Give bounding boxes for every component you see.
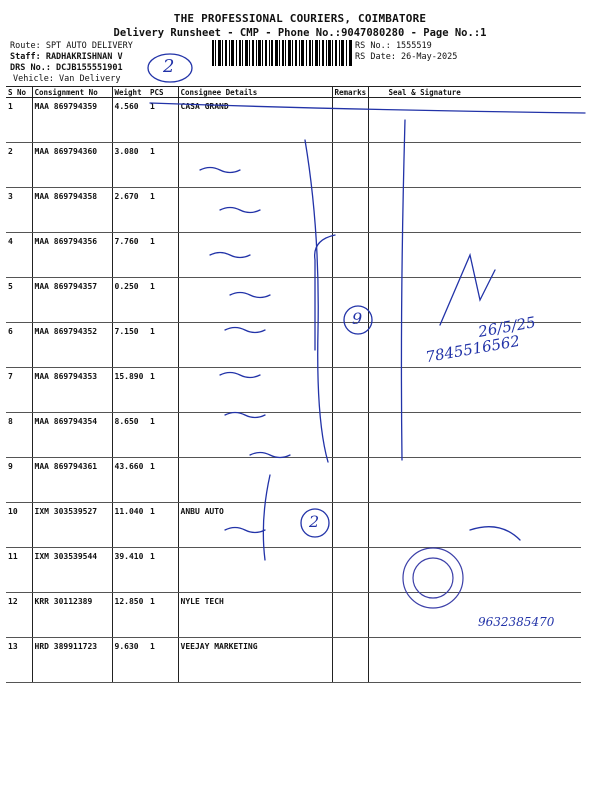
row-pcs: 1 bbox=[148, 593, 178, 638]
row-pcs: 1 bbox=[148, 188, 178, 233]
row-weight: 7.760 bbox=[112, 233, 148, 278]
row-weight: 15.890 bbox=[112, 368, 148, 413]
row-consignment: MAA 869794353 bbox=[32, 368, 112, 413]
row-sno: 12 bbox=[6, 593, 32, 638]
bracket-stroke bbox=[305, 140, 328, 462]
col-pcs: PCS bbox=[148, 87, 178, 98]
row-sno: 4 bbox=[6, 233, 32, 278]
row-sno: 13 bbox=[6, 638, 32, 683]
row-pcs: 1 bbox=[148, 98, 178, 143]
row-sno: 10 bbox=[6, 503, 32, 548]
row-consignment: MAA 869794358 bbox=[32, 188, 112, 233]
row-consignment: MAA 869794359 bbox=[32, 98, 112, 143]
circled-number-low: 2 bbox=[309, 512, 320, 531]
row-consignee: VEEJAY MARKETING bbox=[178, 638, 332, 683]
route-field: Route: SPT AUTO DELIVERY bbox=[10, 41, 133, 51]
bracket-stroke-low bbox=[263, 475, 270, 560]
row-consignment: MAA 869794352 bbox=[32, 323, 112, 368]
document-title: THE PROFESSIONAL COURIERS, COIMBATORE bbox=[173, 12, 427, 25]
row-consignee: ANBU AUTO bbox=[178, 503, 332, 548]
signature-stroke bbox=[440, 255, 495, 325]
col-remarks: Remarks bbox=[332, 87, 368, 98]
row-weight: 9.630 bbox=[112, 638, 148, 683]
row-sno: 9 bbox=[6, 458, 32, 503]
col-consignee: Consignee Details bbox=[178, 87, 332, 98]
col-sno: S No bbox=[6, 87, 32, 98]
row-consignment: MAA 869794356 bbox=[32, 233, 112, 278]
drs-field: DRS No.: DCJB155551901 bbox=[10, 63, 123, 73]
row-pcs: 1 bbox=[148, 503, 178, 548]
row-sno: 1 bbox=[6, 98, 32, 143]
row-sno: 3 bbox=[6, 188, 32, 233]
row-sno: 6 bbox=[6, 323, 32, 368]
row-pcs: 1 bbox=[148, 413, 178, 458]
row-weight: 0.250 bbox=[112, 278, 148, 323]
row-consignee: CASA GRAND bbox=[178, 98, 332, 143]
circled-number-top: 2 bbox=[163, 56, 175, 77]
staff-field: Staff: RADHAKRISHNAN V bbox=[10, 52, 123, 62]
row-pcs: 1 bbox=[148, 458, 178, 503]
row-weight: 7.150 bbox=[112, 323, 148, 368]
row-consignment: MAA 869794354 bbox=[32, 413, 112, 458]
row-consignment: IXM 303539544 bbox=[32, 548, 112, 593]
row-pcs: 1 bbox=[148, 323, 178, 368]
row-pcs: 1 bbox=[148, 368, 178, 413]
row-weight: 3.080 bbox=[112, 143, 148, 188]
row-consignment: MAA 869794357 bbox=[32, 278, 112, 323]
col-consignment: Consignment No bbox=[32, 87, 112, 98]
row-sno: 7 bbox=[6, 368, 32, 413]
row-sno: 5 bbox=[6, 278, 32, 323]
row-sno: 8 bbox=[6, 413, 32, 458]
row-consignment: IXM 303539527 bbox=[32, 503, 112, 548]
row-pcs: 1 bbox=[148, 638, 178, 683]
row-consignment: MAA 869794361 bbox=[32, 458, 112, 503]
signature-stroke-2 bbox=[470, 527, 520, 540]
row-weight: 11.040 bbox=[112, 503, 148, 548]
row-consignment: KRR 30112389 bbox=[32, 593, 112, 638]
rs-date: RS Date: 26-May-2025 bbox=[355, 52, 458, 62]
row-consignment: HRD 389911723 bbox=[32, 638, 112, 683]
handwritten-date: 26/5/25 bbox=[476, 313, 537, 341]
col-weight: Weight bbox=[112, 87, 148, 98]
vehicle-field: Vehicle: Van Delivery bbox=[13, 74, 121, 84]
row-weight: 8.650 bbox=[112, 413, 148, 458]
stamp-seal bbox=[403, 548, 463, 608]
row-pcs: 1 bbox=[148, 143, 178, 188]
row-sno: 11 bbox=[6, 548, 32, 593]
row-weight: 12.850 bbox=[112, 593, 148, 638]
row-weight: 39.410 bbox=[112, 548, 148, 593]
ink-stroke-row1 bbox=[150, 103, 585, 113]
row-pcs: 1 bbox=[148, 278, 178, 323]
circled-number-mid: 9 bbox=[352, 309, 363, 328]
row-consignee: NYLE TECH bbox=[178, 593, 332, 638]
row-weight: 2.670 bbox=[112, 188, 148, 233]
row-pcs: 1 bbox=[148, 548, 178, 593]
ink-stroke-vertical bbox=[401, 120, 405, 460]
col-seal: Seal & Signature bbox=[368, 87, 581, 98]
handwritten-phone-1: 7845516562 bbox=[424, 331, 522, 367]
row-sno: 2 bbox=[6, 143, 32, 188]
handwritten-phone-2: 9632385470 bbox=[478, 615, 555, 629]
row-pcs: 1 bbox=[148, 233, 178, 278]
rs-number: RS No.: 1555519 bbox=[355, 41, 432, 51]
row-weight: 4.560 bbox=[112, 98, 148, 143]
document-subtitle: Delivery Runsheet - CMP - Phone No.:9047080280 - Page No.:1 bbox=[113, 27, 487, 39]
row-weight: 43.660 bbox=[112, 458, 148, 503]
row-consignment: MAA 869794360 bbox=[32, 143, 112, 188]
